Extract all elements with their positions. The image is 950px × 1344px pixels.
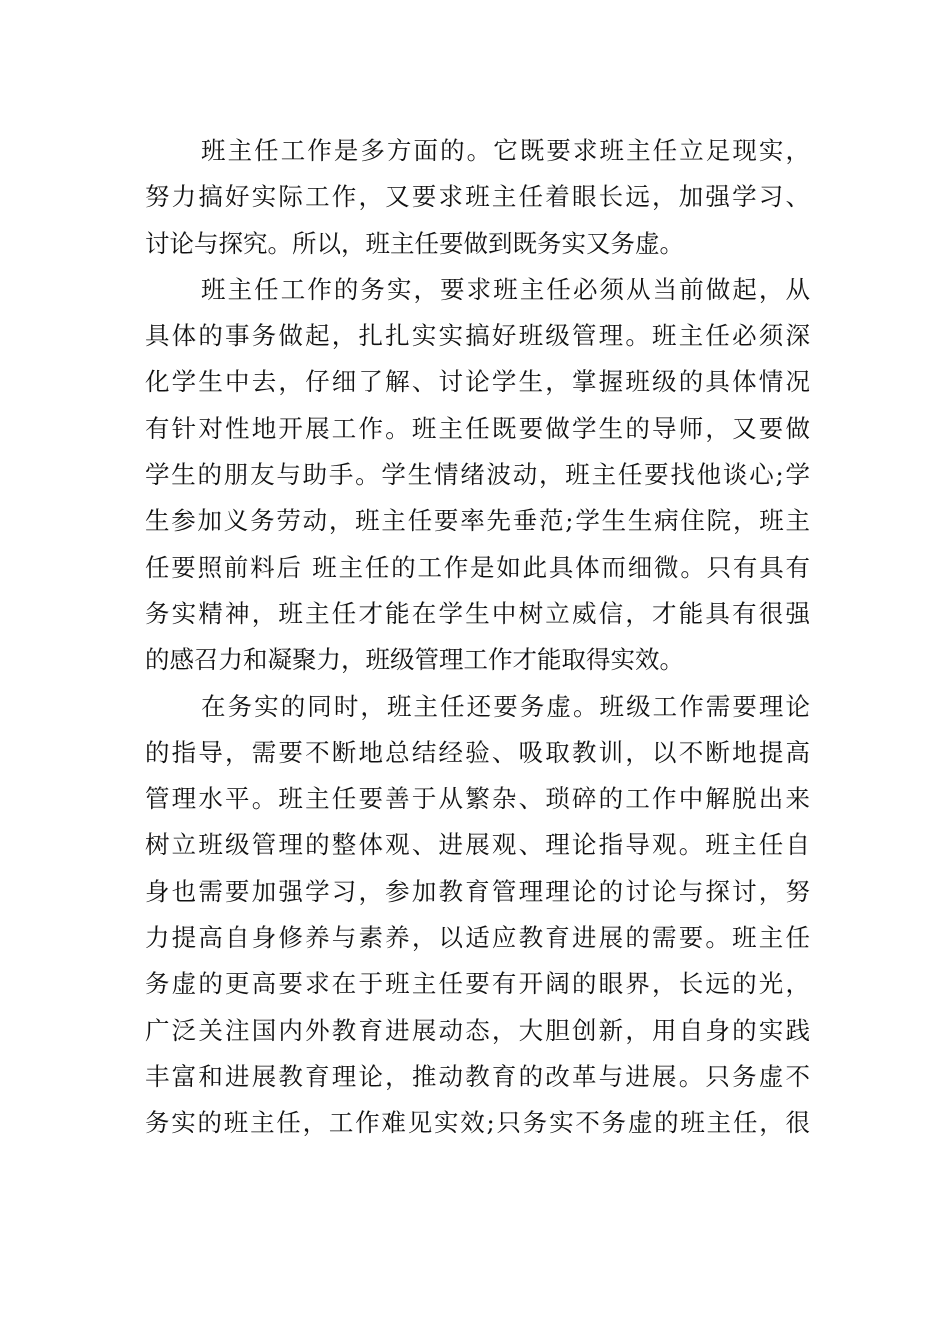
- text-line: 务实的班主任，工作难见实效;只务实不务虚的班主任，很: [145, 1108, 810, 1138]
- text-line: 学生的朋友与助手。学生情绪波动，班主任要找他谈心;学: [145, 460, 810, 490]
- text-line: 的指导，需要不断地总结经验、吸取教训，以不断地提高: [145, 737, 810, 767]
- text-line: 班主任工作的务实，要求班主任必须从当前做起，从: [201, 274, 810, 304]
- text-line: 具体的事务做起，扎扎实实搞好班级管理。班主任必须深: [145, 321, 810, 351]
- paragraph-3: [145, 684, 810, 1147]
- text-line: 管理水平。班主任要善于从繁杂、琐碎的工作中解脱出来: [145, 784, 810, 814]
- text-line: 力提高自身修养与素养，以适应教育进展的需要。班主任: [145, 923, 810, 953]
- text-line: 务虚的更高要求在于班主任要有开阔的眼界，长远的光，: [145, 969, 810, 999]
- text-line: 树立班级管理的整体观、进展观、理论指导观。班主任自: [145, 830, 810, 860]
- text-line: 的感召力和凝聚力，班级管理工作才能取得实效。: [145, 645, 684, 675]
- paragraph-1: [145, 128, 810, 267]
- text-line: 生参加义务劳动，班主任要率先垂范;学生生病住院，班主: [145, 506, 810, 536]
- text-line: 丰富和进展教育理论，推动教育的改革与进展。只务虚不: [145, 1061, 810, 1091]
- text-line: 务实精神，班主任才能在学生中树立威信，才能具有很强: [145, 598, 810, 628]
- text-line: 讨论与探究。所以，班主任要做到既务实又务虚。: [145, 228, 684, 258]
- text-line: 广泛关注国内外教育进展动态，大胆创新，用自身的实践: [145, 1015, 810, 1045]
- text-line: 班主任工作是多方面的。它既要求班主任立足现实，: [201, 136, 810, 165]
- text-line: 有针对性地开展工作。班主任既要做学生的导师，又要做: [145, 413, 810, 443]
- text-line: 任要照前料后 班主任的工作是如此具体而细微。只有具有: [145, 552, 810, 582]
- text-line: 努力搞好实际工作，又要求班主任着眼长远，加强学习、: [145, 182, 810, 212]
- text-line: 身也需要加强学习，参加教育管理理论的讨论与探讨，努: [145, 876, 810, 906]
- body-text: [145, 128, 810, 1147]
- text-line: 化学生中去，仔细了解、讨论学生，掌握班级的具体情况: [145, 367, 810, 397]
- paragraph-2: [145, 267, 810, 684]
- text-line: 在务实的同时，班主任还要务虚。班级工作需要理论: [201, 691, 810, 721]
